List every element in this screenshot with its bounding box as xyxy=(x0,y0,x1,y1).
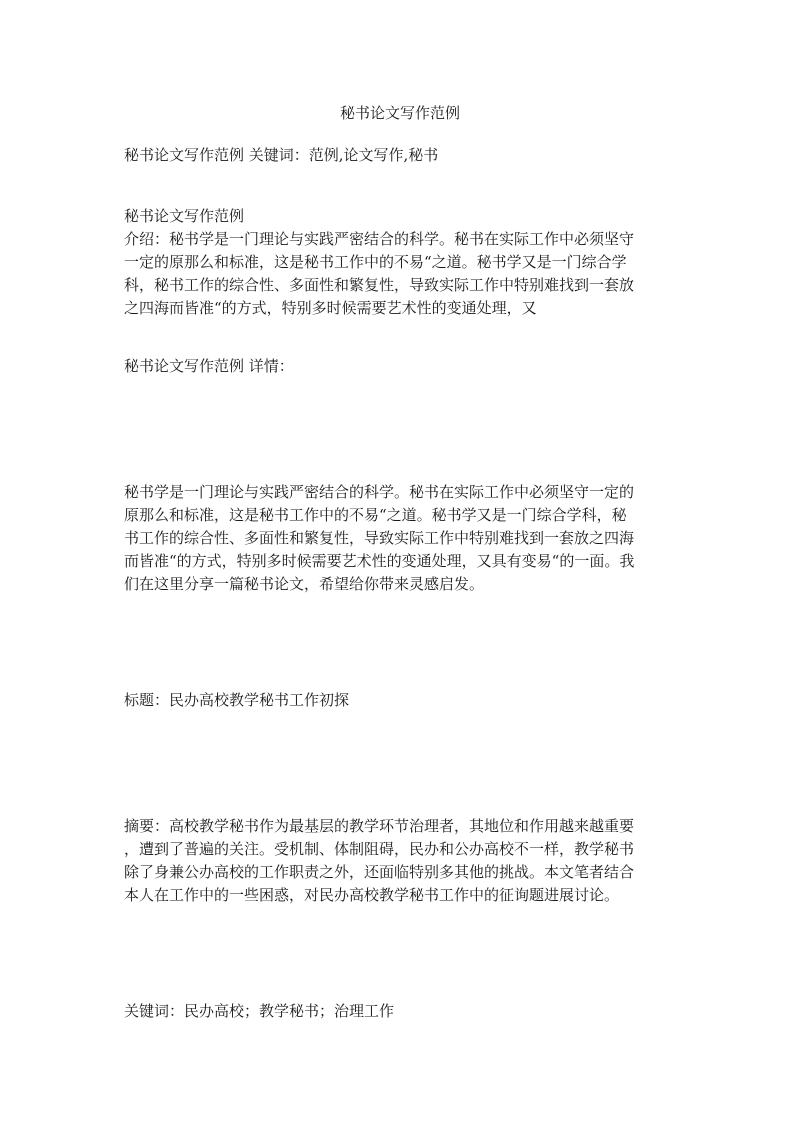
body-line: 秘书学是一门理论与实践严密结合的科学。秘书在实际工作中必须坚守一定的 xyxy=(124,483,635,501)
body-line: 而皆准“的方式，特别多时候需要艺术性的变通处理，又具有变易“的一面。我 xyxy=(124,552,635,570)
body-line: 们在这里分享一篇秘书论文，希望给你带来灵感启发。 xyxy=(124,575,485,593)
keywords-line xyxy=(124,144,676,167)
abstract-line: 摘要：高校教学秘书作为最基层的教学环节治理者，其地位和作用越来越重要 xyxy=(124,817,635,835)
abstract-line: ，遭到了普遍的关注。受机制、体制阻碍，民办和公办高校不一样，教学秘书 xyxy=(124,840,635,858)
intro-line: 一定的原那么和标准，这是秘书工作中的不易“之道。秘书学又是一门综合学 xyxy=(124,253,627,271)
details-label-text: 秘书论文写作范例 详情： xyxy=(124,357,294,375)
article-keywords-text: 关键词：民办高校；教学秘书；治理工作 xyxy=(124,1002,395,1020)
keywords-text: 秘书论文写作范例 关键词：范例,论文写作,秘书 xyxy=(124,146,439,164)
intro-heading: 秘书论文写作范例 xyxy=(124,207,245,225)
document-title: 秘书论文写作范例 xyxy=(339,104,460,122)
intro-line: 之四海而皆准“的方式，特别多时候需要艺术性的变通处理，又 xyxy=(124,299,537,317)
intro-line: 科，秘书工作的综合性、多面性和繁复性，导致实际工作中特别难找到一套放 xyxy=(124,276,635,294)
body-paragraph xyxy=(124,481,676,596)
article-heading xyxy=(124,689,676,712)
body-line: 原那么和标准，这是秘书工作中的不易“之道。秘书学又是一门综合学科，秘 xyxy=(124,506,627,524)
article-keywords xyxy=(124,1000,676,1023)
body-line: 书工作的综合性、多面性和繁复性，导致实际工作中特别难找到一套放之四海 xyxy=(124,529,635,547)
details-label xyxy=(124,355,676,378)
abstract-paragraph xyxy=(124,815,676,907)
abstract-line: 本人在工作中的一些困惑，对民办高校教学秘书工作中的征询题进展讨论。 xyxy=(124,886,620,904)
article-heading-text: 标题：民办高校教学秘书工作初探 xyxy=(124,691,350,709)
intro-line: 介绍：秘书学是一门理论与实践严密结合的科学。秘书在实际工作中必须坚守 xyxy=(124,230,635,248)
abstract-line: 除了身兼公办高校的工作职责之外，还面临特别多其他的挑战。本文笔者结合 xyxy=(124,863,635,881)
intro-section xyxy=(124,205,676,320)
